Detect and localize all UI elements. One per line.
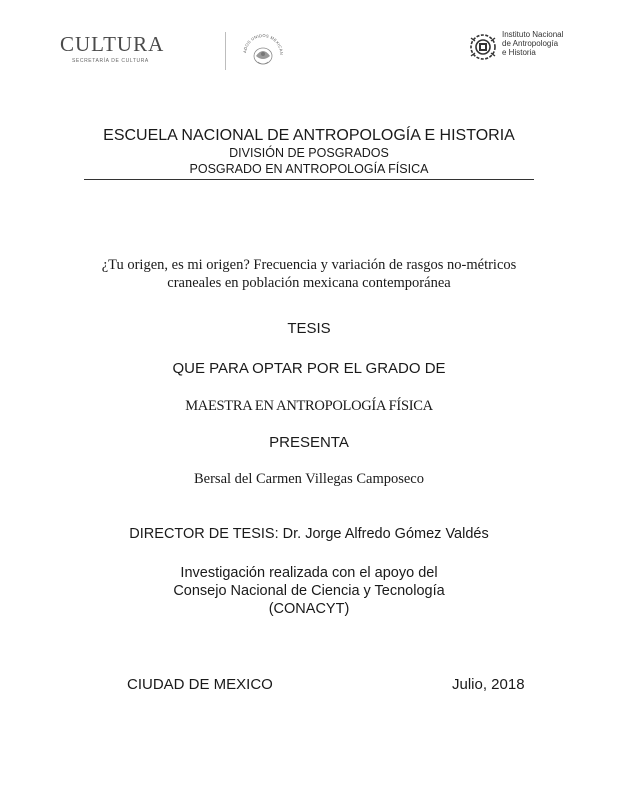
thesis-director: DIRECTOR DE TESIS: Dr. Jorge Alfredo Gómez Valdés (129, 526, 489, 542)
institution-name: ESCUELA NACIONAL DE ANTROPOLOGÍA E HISTORIA (103, 127, 515, 144)
purpose-line: QUE PARA OPTAR POR EL GRADO DE (172, 360, 446, 377)
seal-text: ADOS UNIDOS MEXICAN (241, 32, 285, 56)
program-name: POSGRADO EN ANTROPOLOGÍA FÍSICA (189, 162, 429, 176)
support-line-1: Investigación realizada con el apoyo del (180, 565, 438, 581)
division-name: DIVISIÓN DE POSGRADOS (229, 146, 389, 160)
cultura-wordmark: CULTURA (60, 32, 165, 56)
thesis-title-line-1: ¿Tu origen, es mi origen? Frecuencia y variación de rasgos no-métricos (101, 257, 517, 273)
inah-emblem-icon (468, 32, 498, 62)
cultura-logo (60, 32, 285, 72)
city: CIUDAD DE MEXICO (127, 676, 273, 693)
inah-name: Instituto Nacional de Antropología e Historia (502, 30, 564, 57)
presents-label: PRESENTA (269, 434, 349, 451)
document-type: TESIS (287, 320, 331, 337)
thesis-title-line-2: craneales en población mexicana contemporánea (167, 275, 451, 291)
support-line-3: (CONACYT) (268, 601, 350, 617)
header-rule (84, 179, 534, 180)
logo-divider (225, 32, 226, 70)
date: Julio, 2018 (452, 676, 525, 693)
inah-logo (468, 30, 578, 64)
national-seal-icon (238, 32, 288, 72)
degree-name: MAESTRA EN ANTROPOLOGÍA FÍSICA (185, 398, 433, 414)
author-name: Bersal del Carmen Villegas Camposeco (194, 471, 424, 487)
support-line-2: Consejo Nacional de Ciencia y Tecnología (173, 583, 445, 599)
cultura-subtitle: SECRETARÍA DE CULTURA (72, 58, 149, 64)
